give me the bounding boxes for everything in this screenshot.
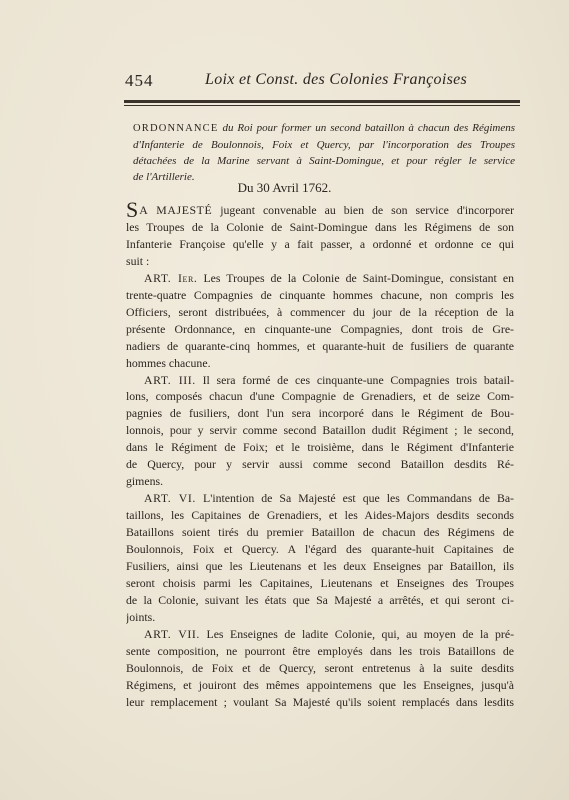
body-line <box>126 236 514 253</box>
header-rule-thick <box>124 100 520 103</box>
body-text: pagnies de fusiliers, dont l'un sera incorporé dans le Régiment de Bou- <box>126 406 514 421</box>
body-text: de la Colonie, suivant les états que Sa Majesté a arrêtés, et qui seront ci- <box>126 592 514 607</box>
body-line <box>126 388 514 405</box>
ordinance-date: Du 30 Avril 1762. <box>237 180 332 195</box>
body-line <box>126 626 514 643</box>
body-line <box>126 202 514 219</box>
body-line <box>126 643 514 660</box>
body-text: de Quercy, pour y servir aussi comme second Bataillon desdits Ré- <box>126 457 514 472</box>
ordinance-title <box>133 120 515 185</box>
title-text: de l'Artillerie. <box>133 171 195 183</box>
body-text: dans le Régiment de Foix; et le troisième, dans le Régiment d'Infanterie <box>126 440 514 455</box>
body-text: Officiers, seront distribuées, à commencer du jour de la réception de la <box>126 304 514 319</box>
body-text: Régimens, et jouiront des mêmes appointemens que les Enseignes, jusqu'à <box>126 677 514 692</box>
body-text: Les Enseignes de ladite Colonie, qui, au moyen de la pré- <box>199 626 514 641</box>
body-text: présente Ordonnance, en cinquante-une Compagnies, dont trois de Gre- <box>126 321 514 336</box>
body-line <box>126 321 514 338</box>
body-text: lons, composés chacun d'une Compagnie de Grenadiers, et de seize Com- <box>126 389 514 404</box>
body-line <box>126 541 514 558</box>
body-text: leur remplacement ; voulant Sa Majesté qu'ils soient remplacés dans lesdits <box>126 694 514 709</box>
body-line <box>126 456 514 473</box>
body-text: nadiers de quarante-cinq hommes, et quarante-huit de fusiliers de quarante <box>126 338 514 353</box>
body-text: trente-quatre Compagnies de cinquante hommes chacune, non compris les <box>126 287 514 302</box>
body-text: gimens. <box>126 474 164 489</box>
body-text: Infanterie Françoise qu'elle y a fait passer, a ordonné et ordonne ce qui <box>126 236 514 251</box>
body-text: taillons, les Capitaines de Grenadiers, et les Aides-Majors desdits seconds <box>126 508 514 523</box>
title-text: du Roi pour former un second bataillon à chacun des Régimens <box>218 122 515 134</box>
body-line <box>126 439 514 456</box>
body-line <box>126 592 514 609</box>
body-line <box>126 372 514 389</box>
body-line <box>126 355 514 372</box>
body-text: Bataillons soient tirés du premier Bataillon de chacun des Régimens de <box>126 525 514 540</box>
body-text: Boulonnois, Foix et Quercy. A l'égard des quarante-huit Capitaines de <box>126 542 514 557</box>
body-text: Les Troupes de la Colonie de Saint-Domingue, consistant en <box>197 270 514 285</box>
body-text: Fusiliers, ainsi que les Lieutenans et les deux Enseignes par Bataillon, ils <box>126 559 514 574</box>
article-label: ART. III. <box>144 372 196 387</box>
body-text: les Troupes de la Colonie de Saint-Domingue dans les Régimens de son <box>126 219 514 234</box>
header-rule-thin <box>124 105 520 106</box>
body-line <box>126 219 514 236</box>
body-text: hommes chacune. <box>126 355 211 370</box>
running-title: Loix et Const. des Colonies Françoises <box>205 71 468 88</box>
body-text: seront choisis parmi les Capitaines, Lieutenans et Enseignes des Troupes <box>126 575 514 590</box>
title-line <box>133 120 515 137</box>
title-lead-word: ORDONNANCE <box>133 123 219 134</box>
body-text: suit : <box>126 253 150 268</box>
article-label: ART. VII. <box>144 626 200 641</box>
body-line <box>126 253 514 270</box>
body-line <box>126 490 514 507</box>
initial-letter: S <box>126 202 140 219</box>
body-line <box>126 660 514 677</box>
body-text: L'intention de Sa Majesté est que les Commandans de Ba- <box>195 491 514 506</box>
body-line <box>126 677 514 694</box>
body-line <box>126 405 514 422</box>
body-line <box>126 270 514 287</box>
title-text: détachées de la Marine servant à Saint-Domingue, et pour régler le service <box>133 155 515 167</box>
body-text: jugeant convenable au bien de son service d'incorporer <box>212 203 514 217</box>
body-text: Il sera formé de ces cinquante-une Compagnies trois batail- <box>195 372 514 387</box>
body-line <box>126 473 514 490</box>
body-line <box>126 524 514 541</box>
article-label: ART. VI. <box>144 491 196 506</box>
body-line <box>126 558 514 575</box>
body-line <box>126 575 514 592</box>
body-line <box>126 694 514 711</box>
ordinance-body <box>126 202 514 711</box>
body-line <box>126 304 514 321</box>
small-caps-text: A MAJESTÉ <box>139 203 213 217</box>
page-header <box>125 71 520 93</box>
body-text: lonnois, pour y servir comme second Bataillon dudit Régiment ; le second, <box>126 423 514 438</box>
body-line <box>126 422 514 439</box>
title-line <box>133 153 515 169</box>
page-number: 454 <box>125 71 154 90</box>
body-line <box>126 338 514 355</box>
body-text: Boulonnois, de Foix et de Quercy, seront entretenus à la suite desdits <box>126 660 514 675</box>
body-text: joints. <box>126 609 156 624</box>
title-line <box>133 137 515 153</box>
body-line <box>126 507 514 524</box>
article-label: ART. Ier. <box>144 270 198 285</box>
title-text: d'Infanterie de Boulonnois, Foix et Quercy, par l'incorporation des Troupes <box>133 139 515 151</box>
body-line <box>126 287 514 304</box>
body-text: sente composition, ne pourront être employés dans les trois Bataillons de <box>126 643 514 658</box>
body-line <box>126 609 514 626</box>
